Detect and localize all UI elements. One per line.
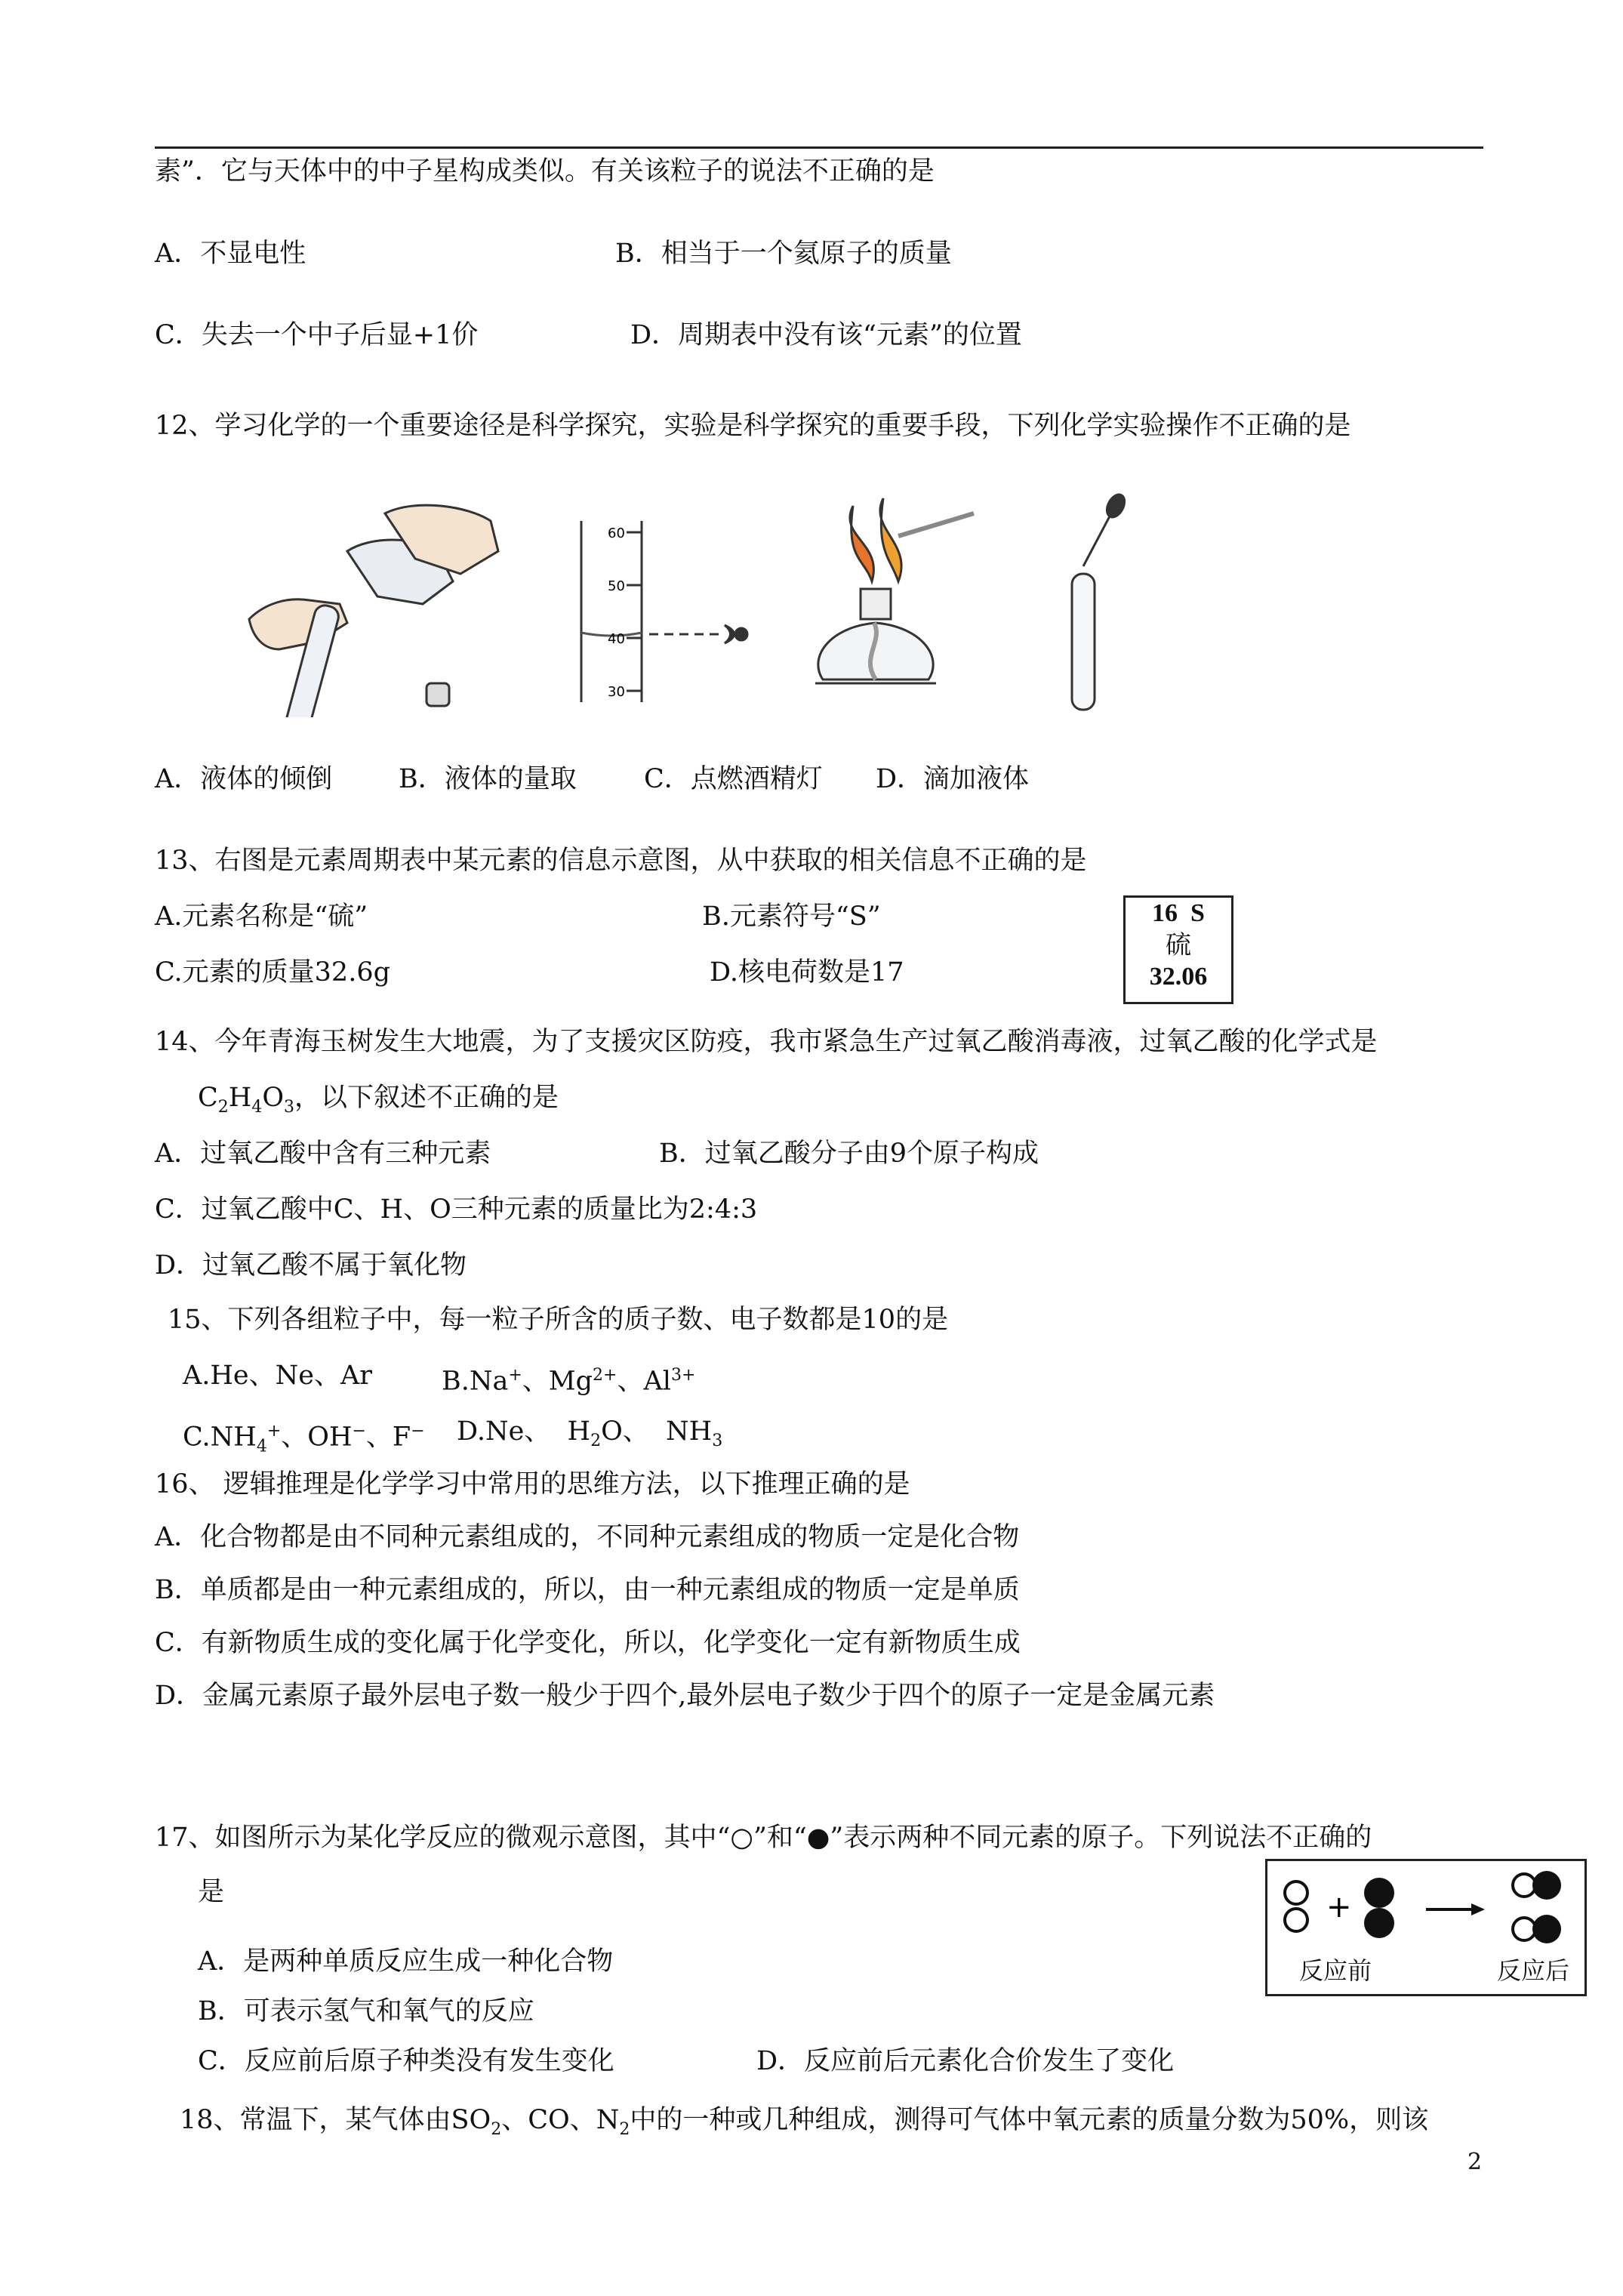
q17-option-d: D．反应前后元素化合价发生了变化 [756, 2046, 1175, 2076]
element-symbol: S [1190, 899, 1205, 927]
q15-d-nh: NH [666, 1416, 713, 1447]
open-atom-icon [1513, 1918, 1535, 1940]
q12-option-d: D．滴加液体 [876, 764, 1030, 794]
q15-d-h: H [567, 1416, 591, 1447]
pouring-liquid-figure [249, 505, 498, 717]
q15-d-o: O、 [601, 1416, 649, 1447]
scale-tick-30: 30 [608, 684, 625, 700]
formula-h: H [228, 1083, 252, 1113]
q15-d-h-subscript: 2 [590, 1432, 602, 1450]
q17-option-b: B．可表示氢气和氧气的反应 [198, 1996, 534, 2026]
plus-icon: + [1326, 1890, 1352, 1925]
q17-stem: 17、如图所示为某化学反应的微观示意图，其中“○”和“●”表示两种不同元素的原子。下列说法不正确的 [155, 1823, 1372, 1853]
q15-d-nh-subscript: 3 [712, 1432, 723, 1450]
formula-o-subscript: 3 [284, 1098, 295, 1117]
q16-stem: 16、 逻辑推理是化学学习中常用的思维方法，以下推理正确的是 [155, 1469, 910, 1499]
q18-stem-part1: 18、常温下，某气体由SO [180, 2105, 491, 2135]
formula-o: O [262, 1083, 285, 1113]
q18-so2-subscript: 2 [491, 2120, 502, 2139]
q15-c-nh-subscript: 4 [256, 1437, 267, 1456]
q15-b-na: B.Na [442, 1366, 509, 1397]
header-rule [155, 146, 1483, 149]
arrowhead-icon [1471, 1903, 1485, 1915]
q15-b-mg-charge: 2+ [593, 1366, 617, 1385]
label-before-reaction: 反应前 [1299, 1956, 1372, 1985]
q13-option-c: C.元素的质量32.6g [155, 957, 390, 988]
scale-tick-40: 40 [608, 631, 625, 647]
formula-c-subscript: 2 [217, 1098, 229, 1117]
q13-option-d: D.核电荷数是17 [710, 957, 904, 988]
q12-option-a: A．液体的倾倒 [155, 764, 333, 794]
q15-option-c [183, 1415, 425, 1464]
open-atom-icon [1285, 1881, 1307, 1904]
q15-c-oh-charge: − [352, 1422, 366, 1441]
q12-stem: 12、学习化学的一个重要途径是科学探究，实验是科学探究的重要手段，下列化学实验操作不正确的是 [155, 411, 1351, 441]
element-name: 硫 [1166, 930, 1191, 960]
q18-stem [180, 2103, 1428, 2147]
q14-stem-line2 [198, 1081, 559, 1124]
q18-stem-part2: 、CO、N [501, 2105, 620, 2135]
q15-d-ne: D.Ne、 [457, 1416, 551, 1447]
q15-c-f: 、F [365, 1422, 411, 1453]
q16-option-c: C．有新物质生成的变化属于化学变化，所以，化学变化一定有新物质生成 [155, 1628, 1021, 1658]
q16-option-b: B．单质都是由一种元素组成的，所以，由一种元素组成的物质一定是单质 [155, 1575, 1020, 1605]
q11-option-a: A．不显电性 [155, 239, 306, 269]
q16-option-a: A．化合物都是由不同种元素组成的，不同种元素组成的物质一定是化合物 [155, 1522, 1020, 1552]
q18-stem-part3: 中的一种或几种组成，测得可气体中氧元素的质量分数为50%，则该 [630, 2105, 1429, 2135]
formula-h-subscript: 4 [251, 1098, 263, 1117]
q13-option-b: B.元素符号“S” [702, 901, 881, 932]
q15-c-nh: C.NH [183, 1422, 257, 1453]
reaction-diagram-box [1265, 1859, 1587, 1996]
filled-atom-icon [1364, 1908, 1394, 1938]
q15-b-na-charge: + [508, 1366, 522, 1385]
open-atom-icon [1513, 1874, 1535, 1897]
scale-tick-60: 60 [608, 525, 625, 541]
q14-stem-tail: ，以下叙述不正确的是 [294, 1083, 559, 1113]
q11-option-c: C．失去一个中子后显+1价 [155, 320, 479, 350]
formula-c: C [198, 1083, 218, 1113]
page-number: 2 [1467, 2149, 1483, 2175]
q14-option-b: B．过氧乙酸分子由9个原子构成 [659, 1139, 1039, 1169]
atomic-number: 16 [1152, 899, 1178, 927]
q17-option-c: C．反应前后原子种类没有发生变化 [198, 2046, 614, 2076]
atomic-mass: 32.06 [1149, 963, 1208, 991]
measuring-cylinder-figure [581, 521, 747, 702]
q15-b-al-charge: 3+ [670, 1366, 696, 1385]
q16-option-d: D．金属元素原子最外层电子数一般少于四个,最外层电子数少于四个的原子一定是金属元素 [155, 1681, 1215, 1711]
q13-option-a: A.元素名称是“硫” [155, 901, 368, 932]
q14-option-d: D．过氧乙酸不属于氧化物 [155, 1250, 467, 1281]
q17-stem-line2: 是 [198, 1877, 225, 1907]
q14-option-c: C．过氧乙酸中C、H、O三种元素的质量比为2:4:3 [155, 1194, 758, 1225]
q15-stem: 15、下列各组粒子中，每一粒子所含的质子数、电子数都是10的是 [168, 1305, 949, 1335]
q14-option-a: A．过氧乙酸中含有三种元素 [155, 1139, 491, 1169]
q13-stem: 13、右图是元素周期表中某元素的信息示意图，从中获取的相关信息不正确的是 [155, 846, 1087, 876]
q15-c-f-charge: − [411, 1422, 425, 1441]
q11-stem-continuation: 素”．它与天体中的中子星构成类似。有关该粒子的说法不正确的是 [155, 156, 935, 186]
filled-atom-icon [1532, 1915, 1561, 1943]
scale-tick-50: 50 [608, 578, 625, 594]
q11-option-b: B．相当于一个氦原子的质量 [615, 239, 952, 269]
q11-option-d: D．周期表中没有该“元素”的位置 [630, 320, 1022, 350]
q15-b-al: 、Al [617, 1366, 671, 1397]
reaction-diagram [1267, 1861, 1585, 1950]
filled-atom-icon [1364, 1878, 1394, 1908]
q12-experiment-figures [234, 491, 1215, 717]
q15-c-nh-charge: + [266, 1422, 282, 1441]
q17-option-a: A．是两种单质反应生成一种化合物 [198, 1946, 614, 1977]
q15-option-a: A.He、Ne、Ar [183, 1361, 372, 1391]
alcohol-lamp-figure [815, 498, 974, 683]
dropper-test-tube-figure [1072, 492, 1128, 710]
q12-option-c: C．点燃酒精灯 [644, 764, 823, 794]
q18-n2-subscript: 2 [619, 2120, 630, 2139]
q12-option-b: B．液体的量取 [399, 764, 577, 794]
filled-atom-icon [1532, 1871, 1561, 1900]
open-atom-icon [1285, 1909, 1307, 1931]
label-after-reaction: 反应后 [1497, 1956, 1570, 1985]
q15-c-oh: 、OH [281, 1422, 353, 1453]
q15-option-d [457, 1415, 722, 1458]
q15-option-b [442, 1359, 695, 1398]
element-info-box [1123, 895, 1233, 1004]
q14-stem: 14、今年青海玉树发生大地震，为了支援灾区防疫，我市紧急生产过氧乙酸消毒液，过氧乙酸的化学式是 [155, 1027, 1378, 1057]
q15-b-mg: 、Mg [522, 1366, 593, 1397]
